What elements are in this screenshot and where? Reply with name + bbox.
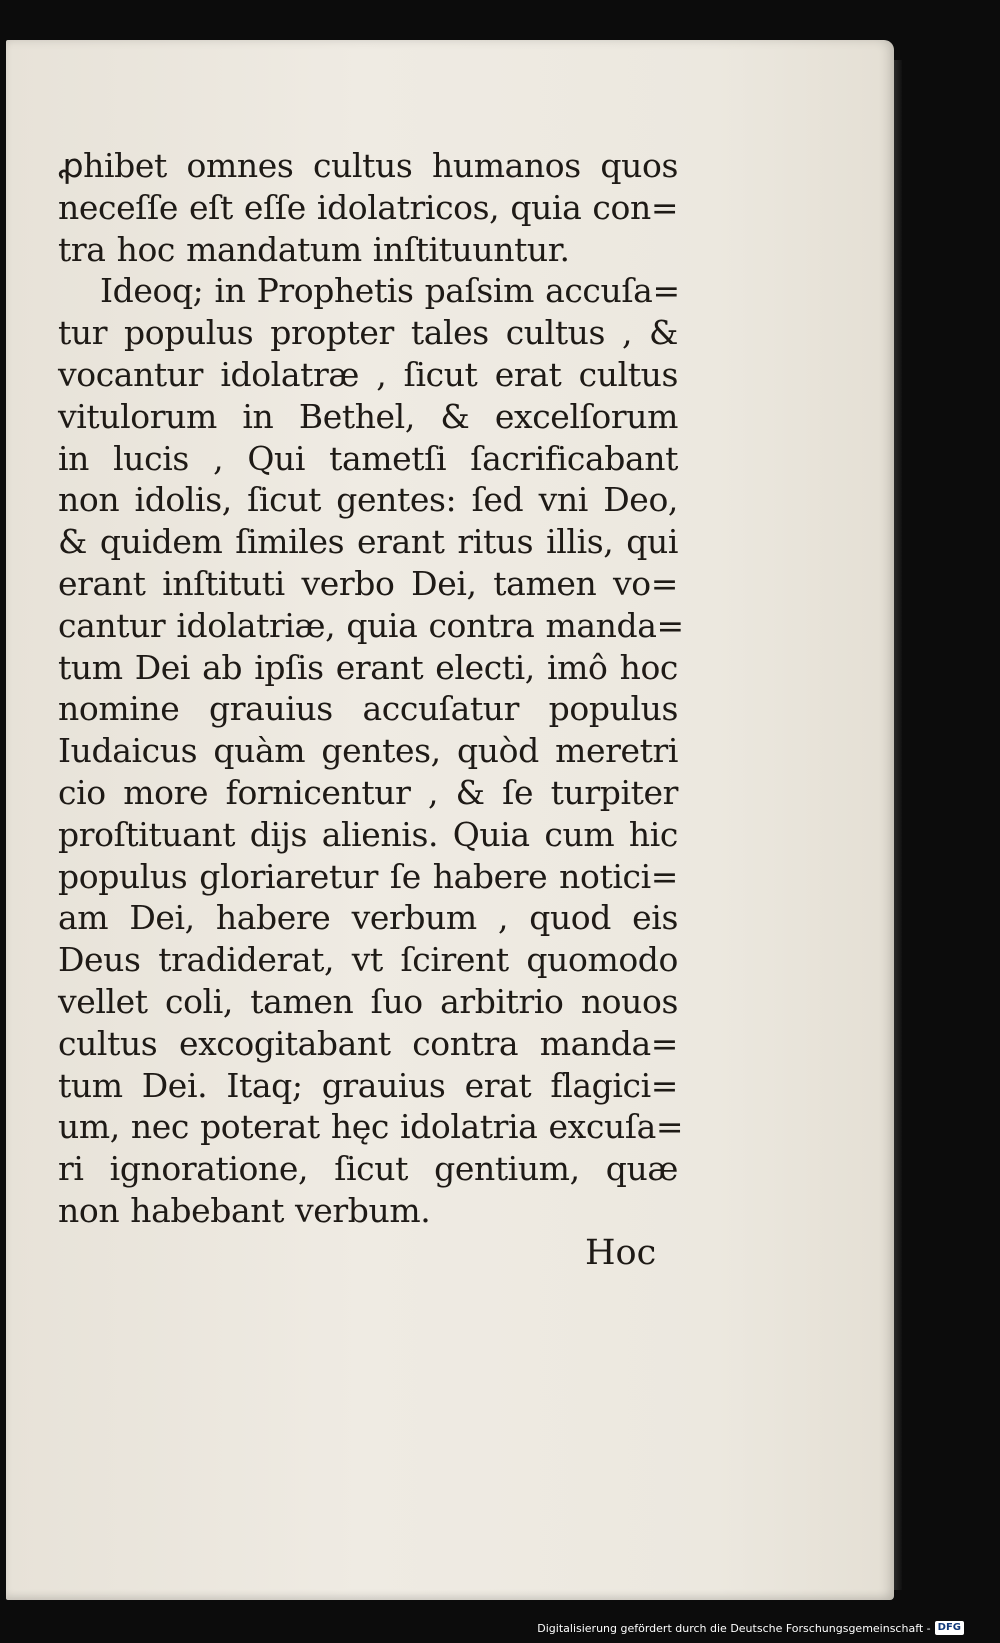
text-line: non idolis, ſicut gentes: ſed vni Deo,: [58, 480, 678, 520]
text-line: am Dei, habere verbum , quod eis: [58, 898, 678, 938]
text-line: cantur idolatriæ, quia contra manda=: [58, 605, 684, 645]
text-line: tum Dei. Itaq; grauius erat flagici=: [58, 1065, 678, 1105]
book-edge: [894, 60, 902, 1590]
text-line: vellet coli, tamen ſuo arbitrio nouos: [58, 981, 678, 1021]
text-line: tra hoc mandatum inſtituuntur.: [58, 229, 570, 269]
text-line: in lucis , Qui tametſi ſacrificabant: [58, 438, 678, 478]
text-line: Iudaicus quàm gentes, quòd meretri: [58, 731, 678, 771]
dfg-logo: DFG: [935, 1621, 964, 1635]
text-line: erant inſtituti verbo Dei, tamen vo=: [58, 563, 678, 603]
digitization-footer: [537, 1619, 964, 1637]
text-line: & quidem ſimiles erant ritus illis, qui: [58, 522, 678, 562]
text-line: tur populus propter tales cultus , &: [58, 313, 678, 353]
text-line: Deus tradiderat, vt ſcirent quomodo: [58, 940, 678, 980]
text-line: cio more fornicentur , & ſe turpiter: [58, 772, 678, 812]
page-text: [58, 145, 684, 1232]
text-line: non habebant verbum.: [58, 1190, 431, 1230]
footer-text: Digitalisierung gefördert durch die Deutsche Forschungsgemeinschaft -: [537, 1621, 931, 1635]
text-line: vitulorum in Bethel, & excelſorum: [58, 396, 678, 436]
text-line: ri ignoratione, ſicut gentium, quæ: [58, 1149, 678, 1189]
text-line: populus gloriaretur ſe habere notici=: [58, 856, 678, 896]
text-line: cultus excogitabant contra manda=: [58, 1023, 678, 1063]
text-line: ꝓhibet omnes cultus humanos quos: [58, 146, 678, 185]
text-line: proſtituant dijs alienis. Quia cum hic: [58, 814, 678, 854]
text-line: nomine grauius accuſatur populus: [58, 689, 678, 729]
catchword: Hoc: [585, 1233, 657, 1273]
text-line: Ideoq; in Prophetis paſsim accuſa=: [100, 271, 680, 311]
text-line: neceſſe eſt eſſe idolatricos, quia con=: [58, 187, 679, 227]
text-line: tum Dei ab ipſis erant electi, imô hoc: [58, 647, 678, 687]
text-line: um, nec poterat hęc idolatria excuſa=: [58, 1107, 684, 1147]
text-line: vocantur idolatræ , ſicut erat cultus: [58, 354, 678, 394]
